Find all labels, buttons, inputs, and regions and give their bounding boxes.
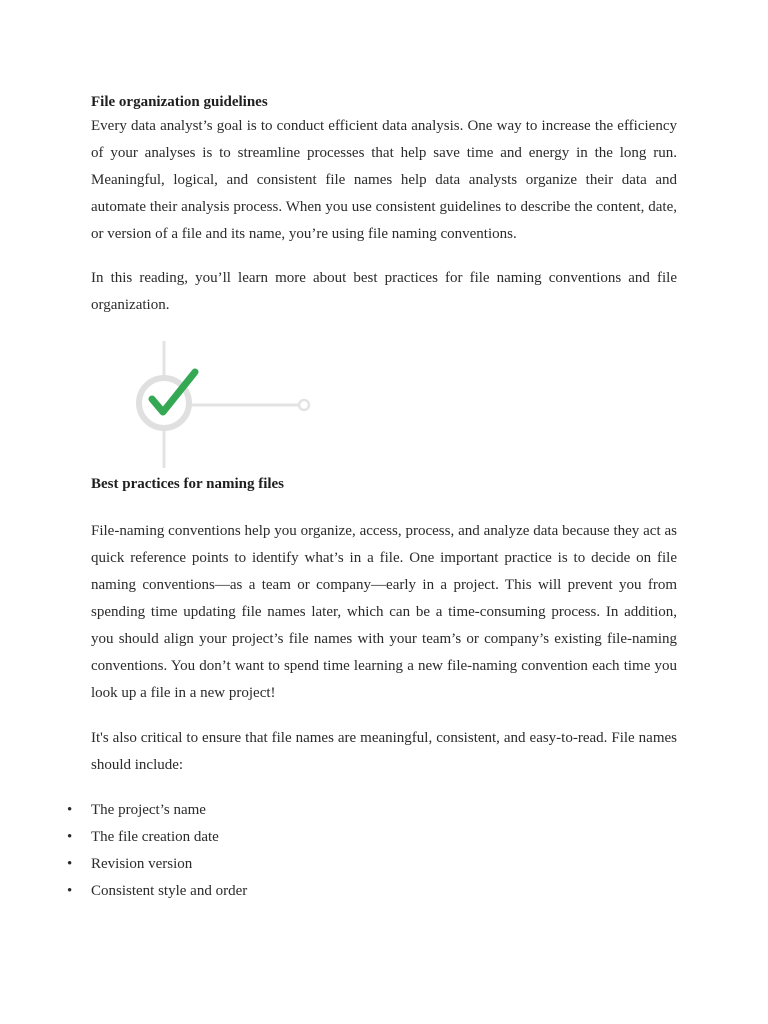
file-name-requirements-list — [67, 797, 677, 905]
connector-end-node — [299, 400, 309, 410]
checkmark-graphic — [91, 341, 331, 469]
list-item — [67, 797, 677, 824]
list-item — [67, 851, 677, 878]
bullet-icon: • — [67, 802, 73, 818]
paragraph-intro: Every data analyst’s goal is to conduct efficient data analysis. One way to increase the efficiency of your analyses is to streamline processes that help save time and energy in the long run. Meaningful, logical, and consistent file names help data analysts organize their data and automate their analysis process. When you use consistent guidelines to describe the content, date, or version of a file and its name, you’re using file naming conventions. — [91, 118, 677, 242]
bullet-icon: • — [67, 883, 73, 899]
list-item-text: The file creation date — [91, 829, 219, 845]
section-heading-file-organization: File organization guidelines — [91, 94, 268, 110]
bullet-icon: • — [67, 829, 73, 845]
bullet-icon: • — [67, 856, 73, 872]
section-heading-best-practices: Best practices for naming files — [91, 476, 285, 492]
list-item-text: Revision version — [91, 856, 193, 872]
paragraph-naming-conventions: File-naming conventions help you organize, access, process, and analyze data because they act as quick reference points to identify what’s in a file. One important practice is to decide on file naming conventions—as a team or company—early in a project. This will prevent you from spending time updating file names later, which can be a time-consuming process. In addition, you should align your project’s file names with your team’s or company’s existing file-naming conventions. You don’t want to spend time learning a new file-naming convention each time you look up a file in a new project! — [91, 523, 677, 701]
document-body — [67, 91, 677, 905]
list-item — [67, 824, 677, 851]
list-item — [67, 878, 677, 905]
checkmark-illustration — [91, 341, 677, 469]
list-item-text: The project’s name — [91, 802, 206, 818]
list-item-text: Consistent style and order — [91, 883, 248, 899]
paragraph-critical-requirements: It's also critical to ensure that file names are meaningful, consistent, and easy-to-read. File names should include: — [91, 730, 677, 773]
paragraph-reading-overview: In this reading, you’ll learn more about best practices for file naming conventions and file organization. — [91, 270, 677, 313]
